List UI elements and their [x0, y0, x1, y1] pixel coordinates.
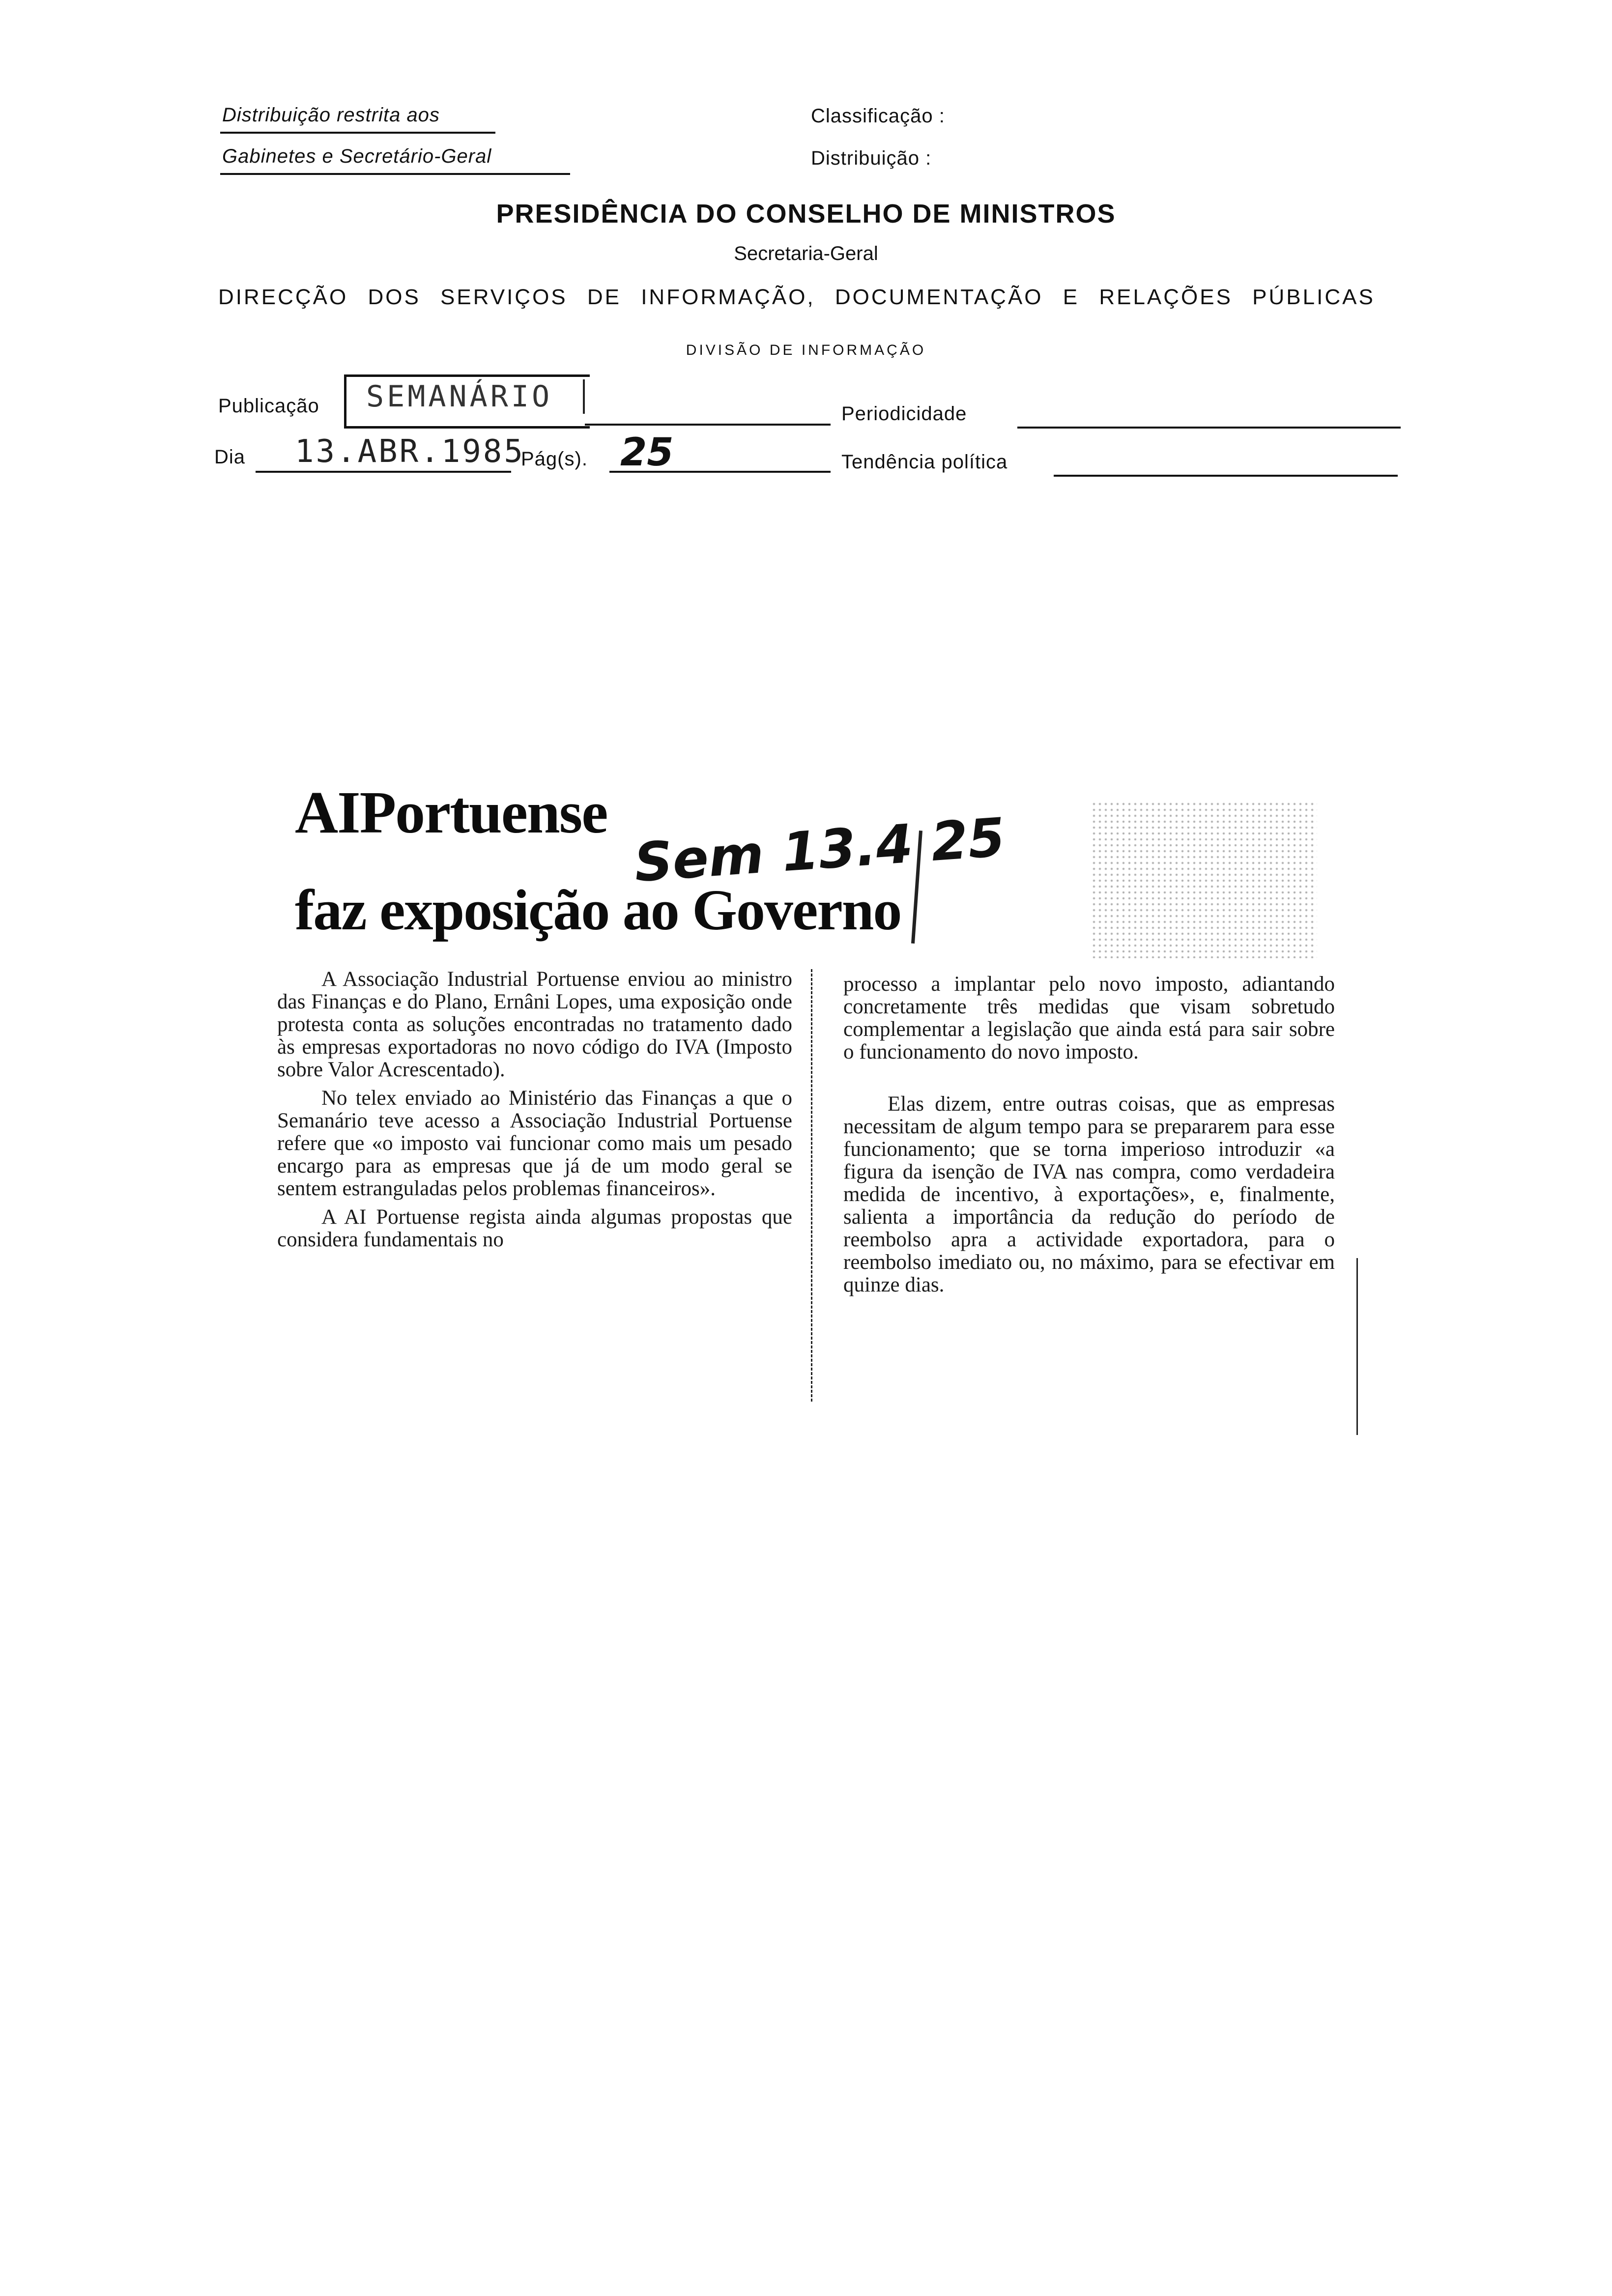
clipping-right-edge — [1356, 1258, 1358, 1435]
column-2-paragraph-2: Elas dizem, entre outras coisas, que as empresas necessitam de algum tempo para se prepararem para esse funcionamento; que se torna imperioso introduzir «a figura da isenção de IVA nas compra, como verdadeira medida de incentivo, à exportações», e, finalmente, salienta a importância da redução do período de reembolso apra a actividade exportadora, para o reembolso imediato ou, no máximo, para se efectivar em quinze dias. — [843, 1092, 1335, 1296]
distribution-label: Distribuição : — [811, 147, 932, 169]
stamp-right-edge — [583, 379, 585, 414]
periodicity-line — [1017, 427, 1401, 429]
column-2-paragraph-1: processo a implantar pelo novo imposto, adiantando concretamente três medidas que visam sobretudo complementar a legislação que ainda está para sair sobre o funcionamento do novo imposto. — [843, 973, 1335, 1063]
pages-line — [609, 471, 831, 473]
column-separator — [811, 969, 812, 1402]
distribution-underline-2 — [220, 173, 570, 175]
article-column-2 — [843, 973, 1335, 1302]
faded-stamp-texture — [1091, 801, 1317, 958]
pages-label: Pág(s). — [521, 448, 588, 470]
political-tendency-label: Tendência política — [841, 451, 1008, 473]
distribution-line-1: Distribuição restrita aos — [222, 104, 440, 126]
distribution-underline-1 — [220, 132, 495, 134]
division-heading: DIVISÃO DE INFORMAÇÃO — [686, 342, 926, 358]
publication-stamp: SEMANÁRIO — [344, 374, 590, 429]
political-tendency-line — [1054, 475, 1398, 477]
day-value: 13.ABR.1985 — [295, 433, 525, 470]
day-label: Dia — [214, 446, 246, 468]
publication-label: Publicação — [218, 395, 319, 417]
article-column-1 — [277, 968, 792, 1257]
presidency-heading: PRESIDÊNCIA DO CONSELHO DE MINISTROS — [496, 199, 1116, 229]
publication-line — [585, 424, 831, 426]
column-1-paragraph-3: A AI Portuense regista ainda algumas propostas que considera fundamentais no — [277, 1205, 792, 1251]
secretariat-heading: Secretaria-Geral — [734, 243, 878, 264]
column-1-paragraph-2: No telex enviado ao Ministério das Finanças a que o Semanário teve acesso a Associação Industrial Portuense refere que «o imposto vai funcionar como mais um pesado encargo para as empresas que já de um modo geral se sentem estranguladas pelos problemas financeiros». — [277, 1087, 792, 1200]
column-1-paragraph-1: A Associação Industrial Portuense enviou ao ministro das Finanças e do Plano, Ernâni Lopes, uma exposição onde protesta conta as soluções encontradas no tratamento dado às empresas exportadoras no novo código do IVA (Imposto sobre Valor Acrescentado). — [277, 968, 792, 1081]
day-line — [256, 471, 511, 473]
periodicity-label: Periodicidade — [841, 403, 967, 425]
handwritten-reference: Sem 13.4 25 — [632, 806, 1007, 894]
classification-label: Classificação : — [811, 105, 945, 127]
pages-value: 25 — [620, 430, 674, 475]
distribution-line-2: Gabinetes e Secretário-Geral — [222, 145, 492, 167]
directorate-heading: DIRECÇÃO DOS SERVIÇOS DE INFORMAÇÃO, DOCUMENTAÇÃO E RELAÇÕES PÚBLICAS — [218, 285, 1375, 309]
article-title-line-1: AIPortuense — [295, 779, 607, 846]
article-title-line-2: faz exposição ao Governo — [295, 878, 901, 942]
